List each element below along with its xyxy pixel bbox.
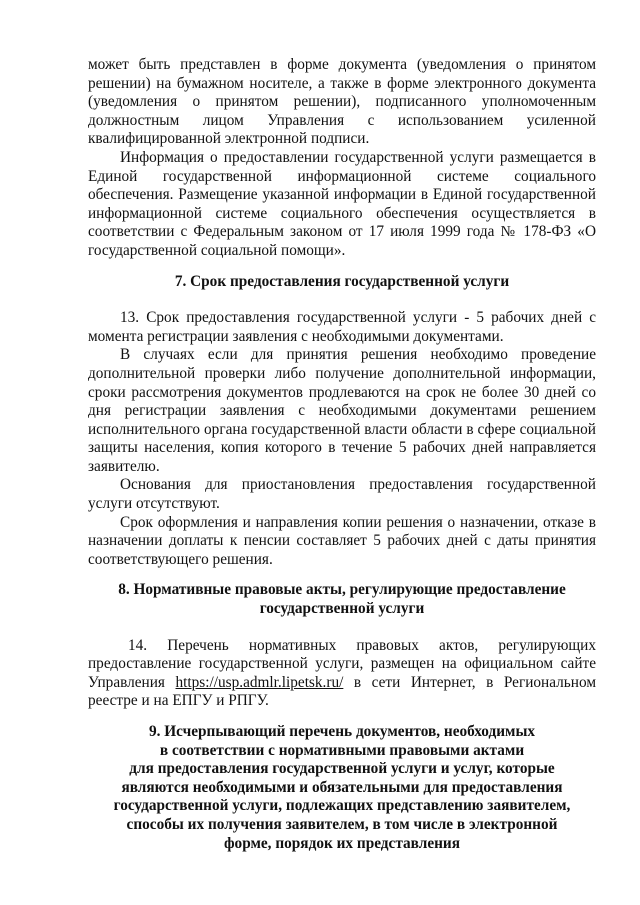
section-9-title-line: для предоставления государственной услуги и услуг, которые xyxy=(129,760,555,778)
paragraph-no-suspension: Основания для приостановления предоставления государственной услуги отсутствуют. xyxy=(88,476,596,513)
section-8-title-line-2: государственной услуги xyxy=(259,600,425,618)
paragraph-extension: В случаях если для принятия решения необходимо проведение дополнительной проверки либо получение дополнительной информации, сроки рассмотрения документов продлеваются на срок не более 30 дней со дня регистрации заявления с необходимыми документами решением исполнительного органа государственной власти области в сфере социальной защиты населения, копия которого в течение 5 рабочих дней направляется заявителю. xyxy=(88,346,596,475)
paragraph-continuation: может быть представлен в форме документа (уведомления о принятом решении) на бумажном носителе, а также в форме электронного документа (уведомления о принятом решении), подписанного уполномоченным должностным лицом Управления с использованием усиленной квалифицированной электронной подписи. xyxy=(88,56,596,148)
section-9-title-line: государственной услуги, подлежащих представлению заявителем, xyxy=(113,797,571,815)
paragraph-14-text-a: 14. Перечень нормативных правовых актов, регулирующих предоставление государственной услуги, размещен на официальном сайте Управления xyxy=(88,636,596,691)
section-8-title xyxy=(88,581,596,618)
section-9-title-line: 9. Исчерпывающий перечень документов, необходимых xyxy=(148,723,536,740)
paragraph-14-text-b: в сети Интернет, в Региональном реестре и на ЕПГУ и РПГУ. xyxy=(88,673,596,710)
paragraph-decision-term: Срок оформления и направления копии решения о назначении, отказе в назначении доплаты к пенсии составляет 5 рабочих дней с даты принятия соответствующего решения. xyxy=(88,513,596,568)
paragraph-13: 13. Срок предоставления государственной услуги - 5 рабочих дней с момента регистрации заявления с необходимыми документами. xyxy=(88,309,596,345)
section-9-title-line: способы их получения заявителем, в том числе в электронной xyxy=(126,815,558,833)
section-7-title: 7. Срок предоставления государственной услуги xyxy=(174,272,510,290)
paragraph-info-placement: Информация о предоставлении государственной услуги размещается в Единой государственной информационной системе социального обеспечения. Размещение указанной информации в Единой государственной информационной системе социального обеспечения осуществляется в соответствии с Федеральным законом от 17 июля 1999 года № 178-ФЗ «О государственной социальной помощи». xyxy=(88,148,596,259)
section-9-title-line: являются необходимыми и обязательными для предоставления xyxy=(121,778,563,796)
section-9-title xyxy=(88,723,596,853)
section-9-title-line: в соответствии с нормативными правовыми актами xyxy=(159,741,525,759)
document-page xyxy=(88,56,596,853)
section-9-title-line: форме, порядок их представления xyxy=(223,834,461,852)
usp-website-link[interactable]: https://usp.admlr.lipetsk.ru/ xyxy=(175,673,344,691)
paragraph-14 xyxy=(88,637,596,711)
section-8-title-line-1: 8. Нормативные правовые акты, регулирующие предоставление xyxy=(118,581,566,599)
